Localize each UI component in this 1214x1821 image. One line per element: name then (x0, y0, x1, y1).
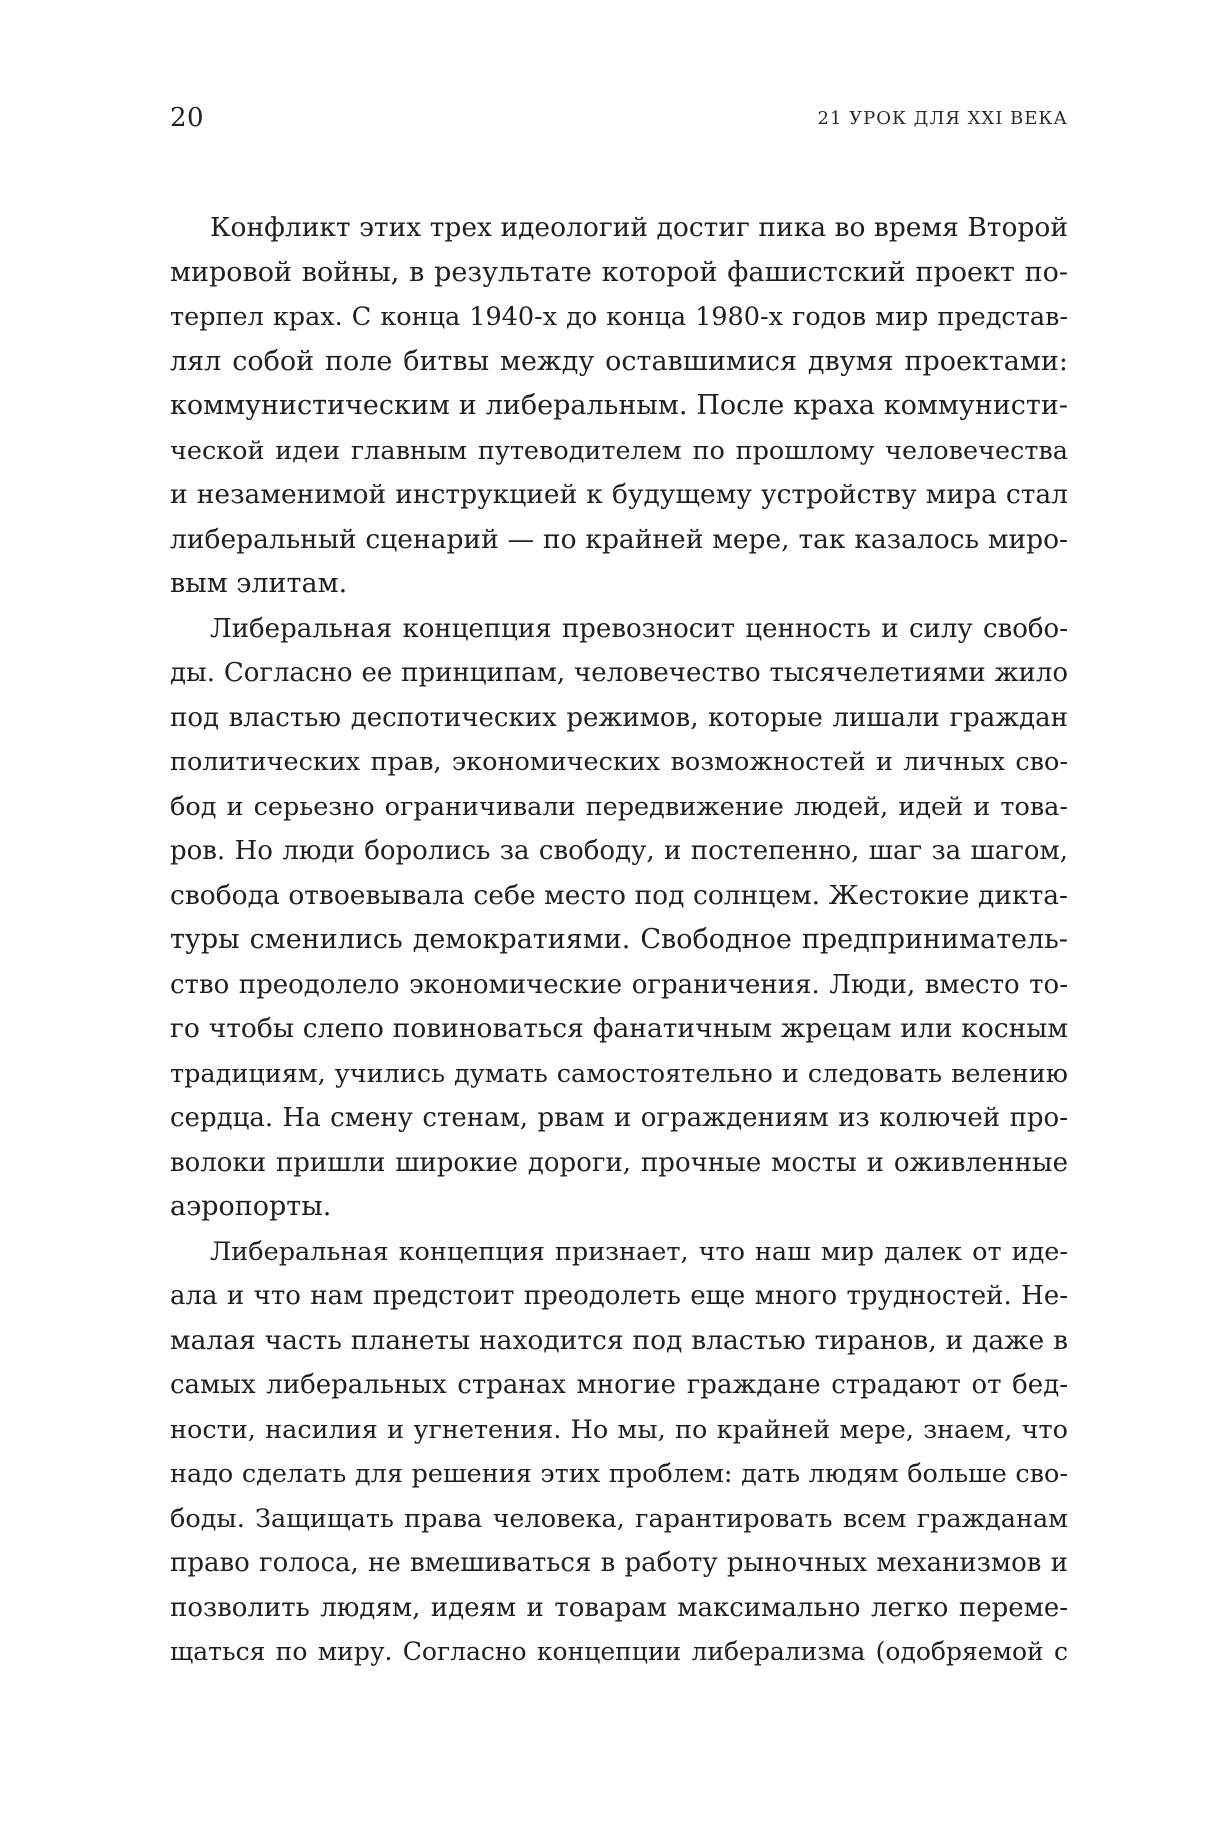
text-line: волоки пришли широкие дороги, прочные мосты и оживленные (170, 1147, 1068, 1178)
text-line: право голоса, не вмешиваться в работу рыночных механизмов и (170, 1548, 1068, 1578)
text-line: Либеральная концепция признает, что наш мир далек от иде- (210, 1236, 1068, 1267)
text-line: бод и серьезно ограничивали передвижение людей, идей и това- (170, 791, 1068, 822)
text-line: ров. Но люди боролись за свободу, и постепенно, шаг за шагом, (170, 836, 1068, 866)
text-line: терпел крах. С конца 1940-х до конца 1980-х годов мир представ- (170, 302, 1068, 332)
text-line: свобода отвоевывала себе место под солнцем. Жестокие дикта- (170, 879, 1068, 911)
text-line: традициям, учились думать самостоятельно и следовать велению (170, 1058, 1068, 1089)
text-line: политических прав, экономических возможностей и личных сво- (170, 747, 1068, 777)
text-line: аэропорты. (170, 1191, 332, 1222)
text-line: сердца. На смену стенам, рвам и ограждениям из колючей про- (170, 1103, 1068, 1133)
text-line: ды. Согласно ее принципам, человечество тысячелетиями жило (170, 658, 1068, 688)
page-number: 20 (170, 103, 205, 133)
text-line: туры сменились демократиями. Свободное предприниматель- (170, 924, 1068, 955)
text-line: вым элитам. (170, 568, 348, 599)
text-line: коммунистическим и либеральным. После краха коммунисти- (170, 390, 1068, 421)
text-line: ала и что нам предстоит преодолеть еще много трудностей. Не- (170, 1281, 1068, 1311)
text-line: го чтобы слепо повиноваться фанатичным жрецам или косным (170, 1013, 1068, 1044)
text-line: лял собой поле битвы между оставшимися двумя проектами: (170, 345, 1068, 377)
running-head: 21 УРОК ДЛЯ XXI ВЕКА (817, 108, 1068, 129)
text-line: Либеральная концепция превозносит ценность и силу свобо- (210, 613, 1068, 644)
text-line: ство преодолело экономические ограничения. Люди, вместо то- (170, 969, 1068, 1000)
text-line: боды. Защищать права человека, гарантировать всем гражданам (170, 1503, 1068, 1534)
text-line: щаться по миру. Согласно концепции либерализма (одобряемой с (170, 1637, 1068, 1666)
text-line: малая часть планеты находится под властью тиранов, и даже в (170, 1324, 1068, 1356)
text-line: мировой войны, в результате которой фашистский проект по- (170, 256, 1068, 288)
body-text (170, 206, 1068, 1675)
text-line: надо сделать для решения этих проблем: дать людям больше сво- (170, 1459, 1068, 1489)
text-line: Конфликт этих трех идеологий достиг пика во время Второй (210, 212, 1068, 243)
text-line: самых либеральных странах многие граждане страдают от бед- (170, 1370, 1068, 1400)
text-line: ческой идеи главным путеводителем по прошлому человечества (170, 435, 1068, 466)
text-line: позволить людям, идеям и товарам максимально легко переме- (170, 1592, 1068, 1623)
text-line: ности, насилия и угнетения. Но мы, по крайней мере, знаем, что (170, 1414, 1068, 1445)
text-line: и незаменимой инструкцией к будущему устройству мира стал (170, 479, 1068, 510)
text-line: под властью деспотических режимов, которые лишали граждан (170, 702, 1068, 733)
text-line: либеральный сценарий — по крайней мере, так казалось миро- (170, 523, 1068, 555)
